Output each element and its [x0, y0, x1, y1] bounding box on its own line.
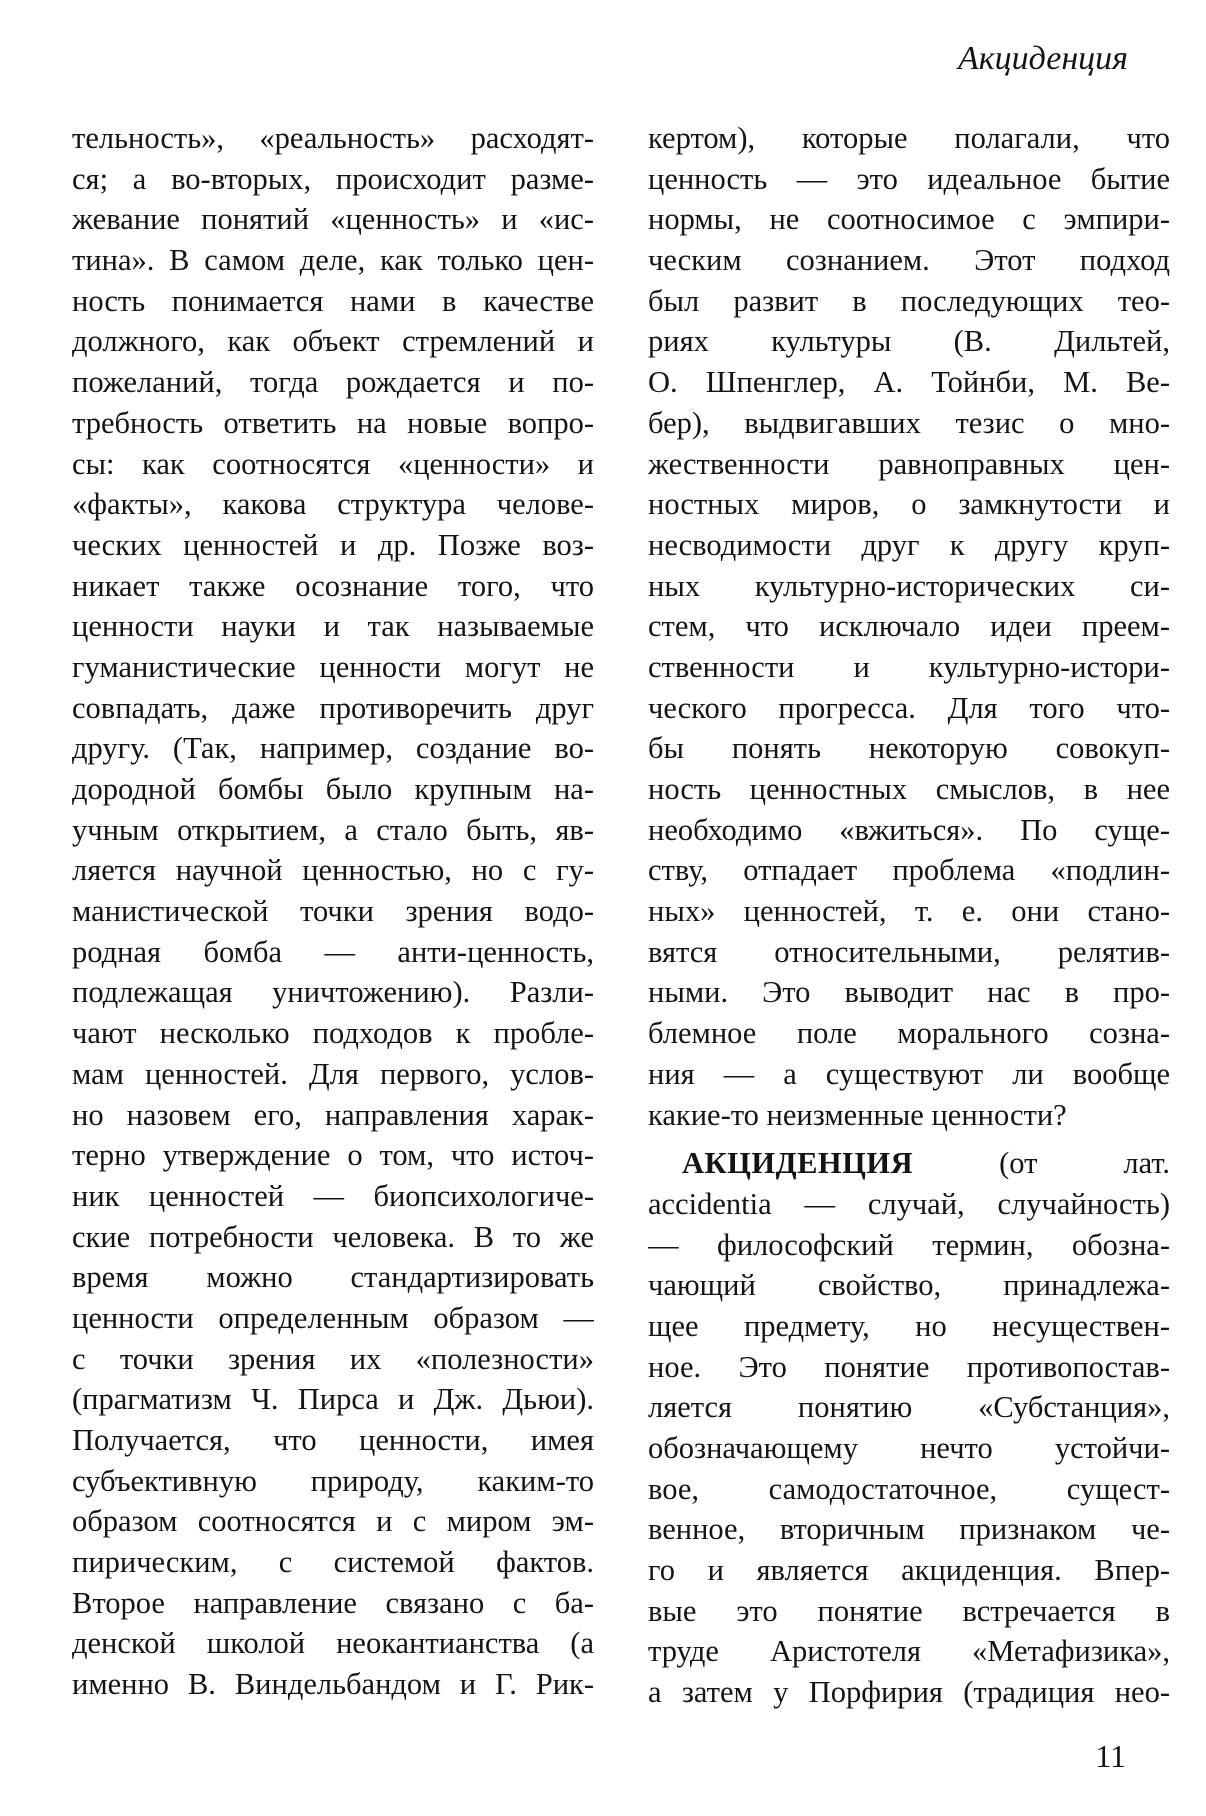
text-line: время можно стандартизировать: [72, 1260, 594, 1295]
text-line: ных культурно-исторических си-: [648, 568, 1170, 603]
text-line: труде Аристотеля «Метафизика»,: [648, 1634, 1170, 1669]
text-line: сы: как соотносятся «ценности» и: [72, 446, 594, 481]
text-line: ник ценностей — биопсихологиче-: [72, 1178, 594, 1213]
text-line: чают несколько подходов к пробле-: [72, 1016, 594, 1051]
text-line: ческим сознанием. Этот подход: [648, 243, 1170, 278]
text-line: образом соотносятся и с миром эм-: [72, 1504, 594, 1539]
text-line: ных» ценностей, т. е. они стано-: [648, 894, 1170, 929]
right-column: [648, 118, 1170, 1713]
text-line: ность понимается нами в качестве: [72, 283, 594, 318]
text-line: манистической точки зрения водо-: [72, 894, 594, 929]
page-number: 11: [1095, 1738, 1126, 1774]
entry-etymology-start: (от лат.: [999, 1146, 1170, 1181]
text-line: родная бомба — анти-ценность,: [72, 934, 594, 969]
text-line: денской школой неокантианства (а: [72, 1626, 594, 1661]
running-title: Акциденция: [957, 40, 1128, 77]
text-line: ству, отпадает проблема «подлин-: [648, 853, 1170, 888]
text-line: — философский термин, обозна-: [648, 1227, 1170, 1262]
text-line: стем, что исключало идеи преем-: [648, 609, 1170, 644]
text-line: другу. (Так, например, создание во-: [72, 731, 594, 766]
text-line: ценность — это идеальное бытие: [648, 161, 1170, 196]
text-line: нормы, не соотносимое с эмпири-: [648, 202, 1170, 237]
text-line: жевание понятий «ценность» и «ис-: [72, 202, 594, 237]
text-line: ляется понятию «Субстанция»,: [648, 1390, 1170, 1425]
text-line: вятся относительными, релятив-: [648, 934, 1170, 969]
text-line: ными. Это выводит нас в про-: [648, 975, 1170, 1010]
text-line: а затем у Порфирия (традиция нео-: [648, 1675, 1170, 1710]
text-line: Второе направление связано с ба-: [72, 1585, 594, 1620]
text-line: ностных миров, о замкнутости и: [648, 487, 1170, 522]
text-line: совпадать, даже противоречить друг: [72, 690, 594, 725]
text-line: учным открытием, а стало быть, яв-: [72, 812, 594, 847]
text-line: ценности науки и так называемые: [72, 609, 594, 644]
text-line: необходимо «вжиться». По суще-: [648, 812, 1170, 847]
text-line: венное, вторичным признаком че-: [648, 1512, 1170, 1547]
text-line: блемное поле морального созна-: [648, 1016, 1170, 1051]
text-line: бер), выдвигавших тезис о мно-: [648, 405, 1170, 440]
text-line: бы понять некоторую совокуп-: [648, 731, 1170, 766]
text-line: должного, как объект стремлений и: [72, 324, 594, 359]
text-line: го и является акциденция. Впер-: [648, 1553, 1170, 1588]
text-line: дородной бомбы было крупным на-: [72, 772, 594, 806]
text-line: с точки зрения их «полезности»: [72, 1341, 594, 1376]
text-line: был развит в последующих тео-: [648, 283, 1170, 318]
text-line: вое, самодостаточное, сущест-: [648, 1471, 1170, 1506]
text-line: ческого прогресса. Для того что-: [648, 690, 1170, 725]
text-line: несводимости друг к другу круп-: [648, 527, 1170, 562]
text-line: требность ответить на новые вопро-: [72, 405, 594, 440]
text-line: никает также осознание того, что: [72, 568, 594, 603]
text-line: субъективную природу, каким-то: [72, 1463, 594, 1498]
text-line: ские потребности человека. В то же: [72, 1219, 594, 1254]
text-line: ственности и культурно-истори-: [648, 649, 1170, 684]
text-line: гуманистические ценности могут не: [72, 649, 594, 684]
text-line: ческих ценностей и др. Позже воз-: [72, 527, 594, 562]
text-line: «факты», какова структура челове-: [72, 487, 594, 522]
text-line: (прагматизм Ч. Пирса и Дж. Дьюи).: [72, 1382, 594, 1417]
text-line: именно В. Виндельбандом и Г. Рик-: [72, 1667, 594, 1702]
text-line: кертом), которые полагали, что: [648, 121, 1170, 155]
text-line: обозначающему нечто устойчи-: [648, 1431, 1170, 1465]
text-line: пирическим, с системой фактов.: [72, 1545, 594, 1580]
entry-term: АКЦИДЕНЦИЯ: [682, 1146, 914, 1181]
text-line: ся; а во-вторых, происходит разме-: [72, 161, 594, 196]
text-line: ное. Это понятие противопостав-: [648, 1349, 1170, 1384]
text-line: ценности определенным образом —: [72, 1300, 594, 1335]
text-line: ность ценностных смыслов, в нее: [648, 772, 1170, 806]
text-line: но назовем его, направления харак-: [72, 1097, 594, 1132]
text-line: жественности равноправных цен-: [648, 446, 1170, 481]
text-line: ляется научной ценностью, но с гу-: [72, 853, 594, 888]
text-line: вые это понятие встречается в: [648, 1593, 1170, 1628]
text-line: какие-то неизменные ценности?: [648, 1097, 1067, 1132]
text-line: подлежащая уничтожению). Разли-: [72, 975, 594, 1010]
text-line: ния — а существуют ли вообще: [648, 1056, 1170, 1091]
text-line: риях культуры (В. Дильтей,: [648, 324, 1170, 359]
text-line: пожеланий, тогда рождается и по-: [72, 365, 594, 400]
left-column: [72, 118, 594, 1705]
text-line: мам ценностей. Для первого, услов-: [72, 1056, 594, 1091]
text-line: accidentia — случай, случайность): [648, 1186, 1170, 1221]
text-line: чающий свойство, принадлежа-: [648, 1268, 1170, 1303]
text-line: Получается, что ценности, имея: [72, 1423, 594, 1457]
text-line: О. Шпенглер, А. Тойнби, М. Ве-: [648, 365, 1170, 400]
text-line: тина». В самом деле, как только цен-: [72, 243, 594, 278]
text-line: щее предмету, но несуществен-: [648, 1308, 1170, 1343]
text-line: тельность», «реальность» расходят-: [72, 121, 594, 155]
text-line: терно утверждение о том, что источ-: [72, 1138, 594, 1173]
entry-heading-line: [648, 1143, 1170, 1184]
